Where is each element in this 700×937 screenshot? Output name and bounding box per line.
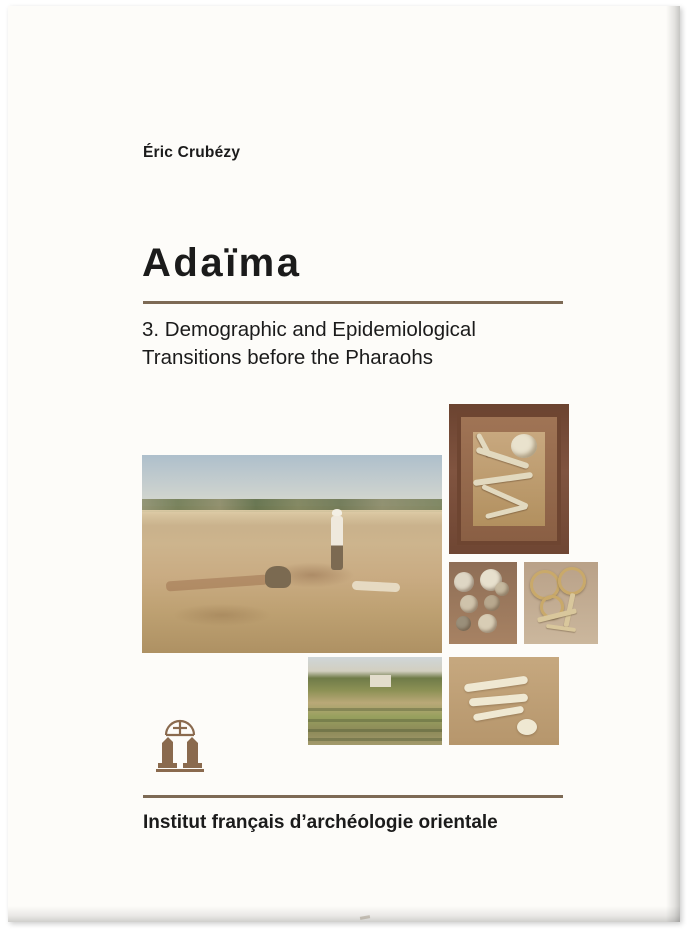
bead xyxy=(495,582,509,596)
bead xyxy=(484,595,500,611)
divider-bottom xyxy=(143,795,563,798)
long-bone xyxy=(464,675,528,692)
field-furrow xyxy=(308,719,442,722)
long-bone xyxy=(473,705,524,721)
crouching-worker xyxy=(265,566,291,588)
bead xyxy=(460,595,478,613)
long-bone xyxy=(517,719,537,735)
bead xyxy=(456,616,471,631)
horizon-glow xyxy=(142,510,442,526)
book-cover xyxy=(8,6,680,922)
photo-excavation xyxy=(142,455,442,653)
book-title: Adaïma xyxy=(142,241,302,285)
photo-beads xyxy=(449,562,517,644)
subtitle-line-2: Transitions before the Pharaohs xyxy=(142,346,433,370)
page-edge-shadow-right xyxy=(666,6,680,922)
book-subtitle xyxy=(142,316,612,373)
field-furrow xyxy=(308,729,442,732)
field-furrow xyxy=(308,738,442,741)
standing-worker xyxy=(331,516,343,570)
author-name: Éric Crubézy xyxy=(143,144,241,161)
excavation-trench xyxy=(166,574,268,591)
subtitle-line-1: 3. Demographic and Epidemiological xyxy=(142,318,476,341)
photo-fields xyxy=(308,657,442,745)
ifao-sphinx-logo xyxy=(148,709,212,781)
pin xyxy=(546,624,576,632)
ring xyxy=(558,567,586,595)
divider-top xyxy=(143,301,563,304)
exposed-remains xyxy=(352,580,400,591)
farm-building xyxy=(370,675,391,687)
field-furrow xyxy=(308,708,442,711)
long-bone xyxy=(469,693,529,706)
photo-bones xyxy=(449,657,559,745)
photo-jewellery xyxy=(524,562,598,644)
page-edge-shadow-bottom xyxy=(8,906,680,922)
bead xyxy=(478,614,497,633)
bead xyxy=(454,572,474,592)
photo-burial xyxy=(449,404,569,554)
publisher-name: Institut français d’archéologie orientale xyxy=(143,812,498,833)
